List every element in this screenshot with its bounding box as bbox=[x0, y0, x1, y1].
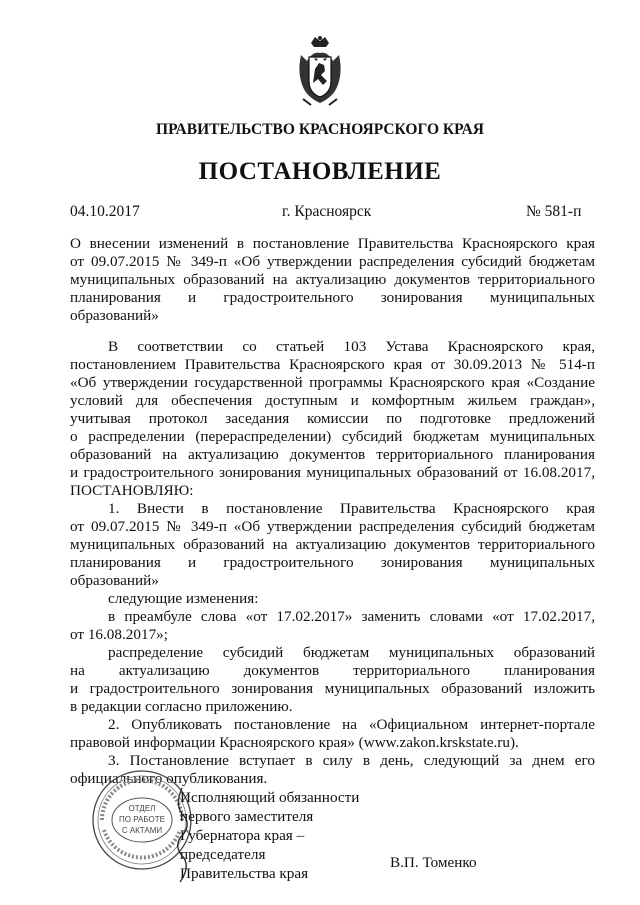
subject-line: от 09.07.2015 № 349-п «Об утверждении распределения субсидий бюджетам bbox=[70, 253, 595, 270]
change1-line: в преамбуле слова «от 17.02.2017» заменить словами «от 17.02.2017, bbox=[108, 608, 595, 625]
item1-line: муниципальных образований на актуализацию документов территориального bbox=[70, 536, 595, 553]
preamble-line: условий для обеспечения доступным и комфортным жильем граждан», bbox=[70, 392, 595, 409]
preamble-line: В соответствии со статьей 103 Устава Красноярского края, bbox=[108, 338, 595, 355]
change1-line: от 16.08.2017»; bbox=[70, 626, 168, 643]
signatory-name: В.П. Томенко bbox=[390, 854, 477, 871]
stamp-text-line: ОТДЕЛ bbox=[128, 804, 156, 813]
document-date: 04.10.2017 bbox=[70, 203, 140, 220]
item2-line: правовой информации Красноярского края» (www.zakon.krskstate.ru). bbox=[70, 734, 519, 751]
item1-line: образований» bbox=[70, 572, 159, 589]
preamble-line: «Об утверждении государственной программы Красноярского края «Создание bbox=[70, 374, 595, 391]
changes-intro: следующие изменения: bbox=[108, 590, 259, 607]
handwritten-signature bbox=[172, 786, 194, 886]
document-city: г. Красноярск bbox=[282, 203, 372, 220]
document-number: № 581-п bbox=[526, 203, 582, 220]
change2-line: в редакции согласно приложению. bbox=[70, 698, 293, 715]
item3-line: 3. Постановление вступает в силу в день, следующий за днем его bbox=[108, 752, 595, 769]
item3-line: официального опубликования. bbox=[70, 770, 268, 787]
signature-position-line: первого заместителя bbox=[180, 808, 314, 825]
item1-line: 1. Внести в постановление Правительства Красноярского края bbox=[108, 500, 595, 517]
stamp-text-line: С АКТАМИ bbox=[121, 826, 163, 835]
subject-line: О внесении изменений в постановление Правительства Красноярского края bbox=[70, 235, 595, 252]
subject-line: муниципальных образований на актуализацию документов территориального bbox=[70, 271, 595, 288]
item2-line: 2. Опубликовать постановление на «Официальном интернет-портале bbox=[108, 716, 595, 733]
subject-line: образований» bbox=[70, 307, 159, 324]
change2-line: распределение субсидий бюджетам муниципальных образований bbox=[108, 644, 595, 661]
signature-position-line: председателя bbox=[180, 846, 266, 863]
coat-of-arms-emblem bbox=[297, 33, 343, 107]
change2-line: и градостроительного зонирования муниципальных образований изложить bbox=[70, 680, 595, 697]
signature-position-line: Губернатора края – bbox=[180, 827, 305, 844]
preamble-resolve: ПОСТАНОВЛЯЮ: bbox=[70, 482, 194, 499]
document-title: ПОСТАНОВЛЕНИЕ bbox=[198, 158, 442, 185]
preamble-line: учитывая протокол заседания комиссии по подготовке предложений bbox=[70, 410, 595, 427]
signature-position-line: Исполняющий обязанности bbox=[180, 789, 360, 806]
item1-line: от 09.07.2015 № 349-п «Об утверждении распределения субсидий бюджетам bbox=[70, 518, 595, 535]
preamble-line: образований на актуализацию документов территориального планирования bbox=[70, 446, 595, 463]
preamble-line: постановлением Правительства Красноярского края от 30.09.2013 № 514-п bbox=[70, 356, 595, 373]
subject-line: планирования и градостроительного зонирования муниципальных bbox=[70, 289, 595, 306]
preamble-line: и градостроительного зонирования муниципальных образований от 16.08.2017, bbox=[70, 464, 595, 481]
signature-position-line: Правительства края bbox=[180, 865, 309, 882]
change2-line: на актуализацию документов территориального планирования bbox=[70, 662, 595, 679]
government-name: ПРАВИТЕЛЬСТВО КРАСНОЯРСКОГО КРАЯ bbox=[156, 121, 484, 138]
stamp-text-line: ПО РАБОТЕ bbox=[119, 815, 165, 824]
item1-line: планирования и градостроительного зонирования муниципальных bbox=[70, 554, 595, 571]
preamble-line: о распределении (перераспределении) субсидий бюджетам муниципальных bbox=[70, 428, 595, 445]
